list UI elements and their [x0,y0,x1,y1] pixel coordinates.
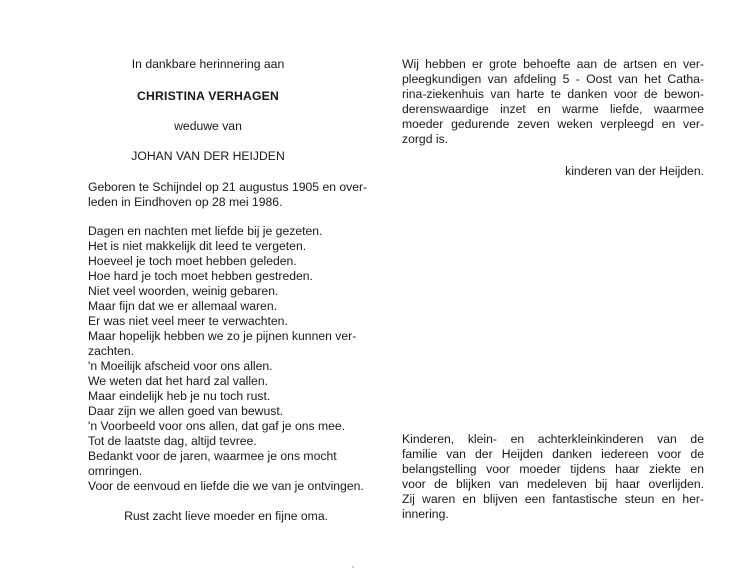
birth-line: leden in Eindhoven op 28 mei 1986. [88,195,283,209]
family-line: innering. [402,507,449,521]
thanks-line: derenswaardige inzet en warme liefde, waarmee [402,102,704,116]
family-line: belangstelling voor moeder tijdens haar ziekte en [402,462,704,476]
family-line: Zij waren en blijven een fantastische steun en her- [402,492,704,506]
poem-line: Maar eindelijk heb je nu toch rust. [88,389,271,403]
poem-line: 'n Voorbeeld voor ons allen, dat gaf je ons mee. [88,419,346,433]
signature: kinderen van der Heijden. [565,164,704,178]
birth-paragraph [88,180,368,210]
family-line: familie van der Heijden danken iedereen voor de [402,447,704,461]
poem-line: Tot de laatste dag, altijd tevree. [88,434,257,448]
deceased-name: CHRISTINA VERHAGEN [137,89,279,103]
poem-line: Hoeveel je toch moet hebben geleden. [88,254,297,268]
poem-line: Maar hopelijk hebben we zo je pijnen kunnen ver- [88,329,357,343]
poem-line: 'n Moeilijk afscheid voor ons allen. [88,359,273,373]
intro-text: In dankbare herinnering aan [131,57,285,71]
thanks-line: Wij hebben er grote behoefte aan de artsen en ver- [402,57,704,71]
poem-line: Bedankt voor de jaren, waarmee je ons mocht [88,449,337,463]
closing-line: Rust zacht lieve moeder en fijne oma. [124,509,328,523]
thanks-line: pleegkundigen van afdeling 5 - Oost van het Catha- [402,72,704,86]
poem [88,224,364,494]
poem-line: We weten dat het hard zal vallen. [88,374,268,388]
spouse-name: JOHAN VAN DER HEIJDEN [131,149,285,163]
thanks-paragraph [402,57,704,147]
poem-line: Het is niet makkelijk dit leed te vergeten. [88,239,307,253]
poem-line: Maar fijn dat we er allemaal waren. [88,299,277,313]
print-speck [352,566,354,568]
birth-line: Geboren te Schijndel op 21 augustus 1905 en over- [88,180,368,194]
family-paragraph [402,432,704,522]
relation-text: weduwe van [174,119,242,133]
thanks-line: zorgd is. [402,132,449,146]
thanks-line: moeder gedurende zeven weken verpleegd en ver- [402,117,704,131]
poem-line: omringen. [88,464,143,478]
poem-line: Niet veel woorden, weinig gebaren. [88,284,279,298]
poem-line: Er was niet veel meer te verwachten. [88,314,288,328]
thanks-line: rina-ziekenhuis van harte te danken voor de bewon- [402,87,704,101]
poem-line: Hoe hard je toch moet hebben gestreden. [88,269,313,283]
family-line: voor de blijken van medeleven bij haar overlijden. [402,477,704,491]
poem-line: zachten. [88,344,135,358]
poem-line: Daar zijn we allen goed van bewust. [88,404,284,418]
poem-line: Voor de eenvoud en liefde die we van je ontvingen. [88,479,364,493]
poem-line: Dagen en nachten met liefde bij je gezeten. [88,224,323,238]
family-line: Kinderen, klein- en achterkleinkinderen van de [402,432,704,446]
